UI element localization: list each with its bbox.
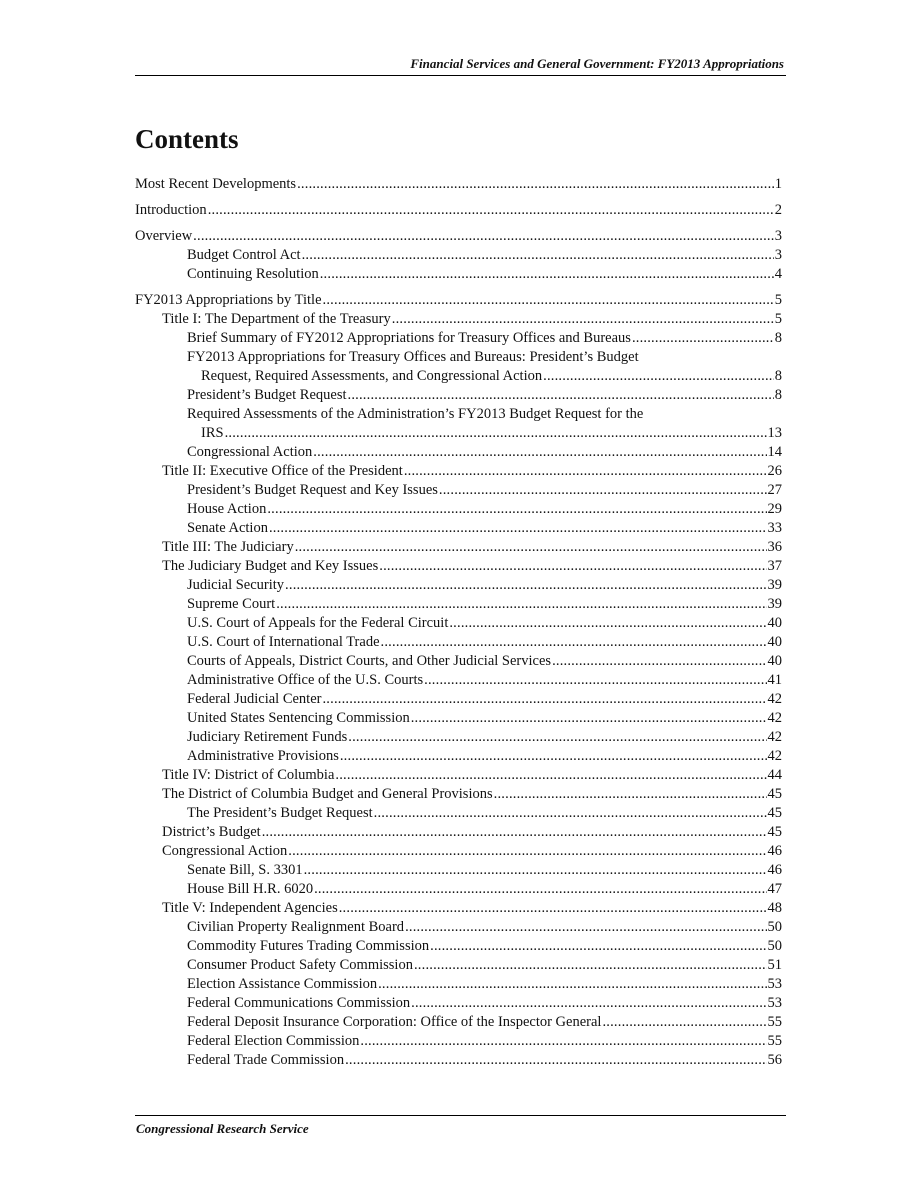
toc-entry-title: Administrative Office of the U.S. Courts: [187, 672, 424, 688]
toc-page-number: 26: [767, 463, 782, 479]
toc-entry-title: The President’s Budget Request: [187, 805, 373, 821]
toc-dot-leader: [193, 227, 774, 246]
toc-dot-leader: [430, 937, 766, 956]
toc-page-number: 42: [767, 710, 782, 726]
toc-page-number: 8: [774, 368, 782, 384]
toc-dot-leader: [339, 899, 767, 918]
toc-dot-leader: [345, 1051, 766, 1070]
toc-page-number: 39: [767, 596, 782, 612]
toc-entry-title: District’s Budget: [162, 824, 261, 840]
toc-entry-title: Title I: The Department of the Treasury: [162, 311, 391, 327]
toc-page-number: 56: [767, 1052, 782, 1068]
toc-entry[interactable]: [135, 975, 782, 994]
toc-entry[interactable]: [135, 899, 782, 918]
toc-entry-title: Commodity Futures Trading Commission: [187, 938, 430, 954]
toc-entry-title: Congressional Action: [162, 843, 288, 859]
toc-dot-leader: [267, 500, 766, 519]
toc-page-number: 53: [767, 976, 782, 992]
toc-entry[interactable]: [135, 652, 782, 671]
toc-dot-leader: [313, 443, 766, 462]
toc-page-number: 8: [774, 330, 782, 346]
toc-page-number: 40: [767, 615, 782, 631]
toc-page-number: 55: [767, 1014, 782, 1030]
toc-page-number: 1: [774, 176, 782, 192]
page-header: [135, 55, 786, 76]
toc-page-number: 46: [767, 843, 782, 859]
toc-entry-title: FY2013 Appropriations by Title: [135, 292, 322, 308]
toc-page-number: 36: [767, 539, 782, 555]
toc-entry[interactable]: [135, 709, 782, 728]
toc-entry-title: The Judiciary Budget and Key Issues: [162, 558, 379, 574]
toc-page-number: 29: [767, 501, 782, 517]
toc-entry[interactable]: [135, 500, 782, 519]
toc-dot-leader: [335, 766, 766, 785]
toc-entry-title: Title IV: District of Columbia: [162, 767, 335, 783]
toc-entry[interactable]: [135, 519, 782, 538]
toc-entry[interactable]: [135, 405, 782, 424]
toc-dot-leader: [632, 329, 774, 348]
toc-entry-title: U.S. Court of International Trade: [187, 634, 380, 650]
toc-dot-leader: [348, 386, 774, 405]
toc-page-number: 41: [767, 672, 782, 688]
toc-dot-leader: [322, 690, 766, 709]
toc-entry[interactable]: [135, 576, 782, 595]
toc-page-number: 8: [774, 387, 782, 403]
toc-entry-title: Introduction: [135, 202, 207, 218]
toc-page-number: 4: [774, 266, 782, 282]
toc-entry-title: United States Sentencing Commission: [187, 710, 410, 726]
toc-entry[interactable]: [135, 201, 782, 220]
toc-entry-title: Federal Trade Commission: [187, 1052, 345, 1068]
toc-page-number: 47: [767, 881, 782, 897]
toc-entry[interactable]: [135, 424, 782, 443]
toc-entry[interactable]: [135, 310, 782, 329]
toc-entry-title: Overview: [135, 228, 193, 244]
toc-dot-leader: [297, 175, 774, 194]
toc-entry[interactable]: [135, 329, 782, 348]
toc-page-number: 42: [767, 691, 782, 707]
toc-entry-title: House Bill H.R. 6020: [187, 881, 314, 897]
toc-page-number: 13: [767, 425, 782, 441]
toc-page-number: 5: [774, 292, 782, 308]
toc-entry[interactable]: [135, 671, 782, 690]
toc-page-number: 42: [767, 729, 782, 745]
toc-entry-title: Brief Summary of FY2012 Appropriations for Treasury Offices and Bureaus: [187, 330, 631, 346]
toc-entry[interactable]: [135, 880, 782, 899]
toc-page-number: 5: [774, 311, 782, 327]
toc-entry[interactable]: [135, 937, 782, 956]
toc-entry[interactable]: [135, 861, 782, 880]
toc-entry[interactable]: [135, 747, 782, 766]
toc-dot-leader: [374, 804, 767, 823]
toc-entry[interactable]: [135, 728, 782, 747]
table-of-contents: [135, 175, 782, 1070]
toc-dot-leader: [276, 595, 766, 614]
toc-entry-title: Request, Required Assessments, and Congressional Action: [201, 368, 543, 384]
toc-dot-leader: [314, 880, 766, 899]
toc-dot-leader: [262, 823, 767, 842]
toc-dot-leader: [348, 728, 766, 747]
toc-dot-leader: [378, 975, 766, 994]
toc-entry-title: President’s Budget Request: [187, 387, 347, 403]
toc-page-number: 48: [767, 900, 782, 916]
toc-dot-leader: [411, 994, 766, 1013]
toc-page-number: 40: [767, 653, 782, 669]
toc-entry[interactable]: [135, 690, 782, 709]
toc-entry[interactable]: [135, 633, 782, 652]
toc-page-number: 45: [767, 805, 782, 821]
toc-dot-leader: [295, 538, 767, 557]
toc-entry[interactable]: [135, 823, 782, 842]
toc-entry-title: Senate Bill, S. 3301: [187, 862, 303, 878]
toc-entry[interactable]: [135, 227, 782, 246]
toc-page-number: 27: [767, 482, 782, 498]
toc-entry[interactable]: [135, 1032, 782, 1051]
toc-dot-leader: [304, 861, 767, 880]
toc-entry[interactable]: [135, 175, 782, 194]
toc-entry-title: House Action: [187, 501, 267, 517]
toc-dot-leader: [379, 557, 766, 576]
toc-entry-title: Congressional Action: [187, 444, 313, 460]
toc-page-number: 42: [767, 748, 782, 764]
toc-dot-leader: [414, 956, 767, 975]
toc-dot-leader: [404, 462, 767, 481]
toc-page-number: 51: [767, 957, 782, 973]
toc-entry-title: Federal Judicial Center: [187, 691, 322, 707]
toc-entry-title: Federal Communications Commission: [187, 995, 411, 1011]
toc-dot-leader: [360, 1032, 766, 1051]
toc-page-number: 45: [767, 786, 782, 802]
toc-entry[interactable]: [135, 1013, 782, 1032]
toc-page-number: 50: [767, 938, 782, 954]
toc-entry-title: Judicial Security: [187, 577, 285, 593]
toc-entry-title: Senate Action: [187, 520, 268, 536]
toc-dot-leader: [439, 481, 767, 500]
toc-entry-title: FY2013 Appropriations for Treasury Offices and Bureaus: President’s Budget: [187, 349, 639, 365]
toc-entry[interactable]: [135, 785, 782, 804]
toc-dot-leader: [288, 842, 766, 861]
toc-page-number: 3: [774, 228, 782, 244]
toc-entry-title: Federal Election Commission: [187, 1033, 360, 1049]
toc-entry-title: Courts of Appeals, District Courts, and Other Judicial Services: [187, 653, 552, 669]
toc-entry-title: Budget Control Act: [187, 247, 301, 263]
toc-entry[interactable]: [135, 804, 782, 823]
toc-entry-title: Federal Deposit Insurance Corporation: Office of the Inspector General: [187, 1014, 602, 1030]
toc-dot-leader: [323, 291, 774, 310]
toc-dot-leader: [285, 576, 766, 595]
toc-entry-title: Administrative Provisions: [187, 748, 339, 764]
toc-entry[interactable]: [135, 918, 782, 937]
toc-entry[interactable]: [135, 1051, 782, 1070]
toc-dot-leader: [381, 633, 767, 652]
toc-page-number: 33: [767, 520, 782, 536]
toc-page-number: 53: [767, 995, 782, 1011]
toc-entry[interactable]: [135, 462, 782, 481]
toc-page-number: 3: [774, 247, 782, 263]
toc-page-number: 14: [767, 444, 782, 460]
toc-entry[interactable]: [135, 348, 782, 367]
toc-page-number: 45: [767, 824, 782, 840]
toc-dot-leader: [208, 201, 774, 220]
toc-entry-title: Title II: Executive Office of the President: [162, 463, 403, 479]
toc-page-number: 46: [767, 862, 782, 878]
toc-page-number: 2: [774, 202, 782, 218]
contents-heading: Contents: [135, 124, 239, 154]
toc-entry[interactable]: [135, 265, 782, 284]
toc-dot-leader: [411, 709, 767, 728]
toc-dot-leader: [340, 747, 767, 766]
toc-entry[interactable]: [135, 766, 782, 785]
toc-dot-leader: [602, 1013, 766, 1032]
toc-page-number: 39: [767, 577, 782, 593]
toc-dot-leader: [543, 367, 774, 386]
toc-entry[interactable]: [135, 956, 782, 975]
toc-entry[interactable]: [135, 614, 782, 633]
header-title: Financial Services and General Government: FY2013 Appropriations: [410, 56, 784, 71]
toc-entry-title: IRS: [201, 425, 224, 441]
toc-dot-leader: [552, 652, 766, 671]
toc-entry[interactable]: [135, 595, 782, 614]
toc-page-number: 37: [767, 558, 782, 574]
toc-entry-title: Title III: The Judiciary: [162, 539, 294, 555]
toc-entry-title: Civilian Property Realignment Board: [187, 919, 405, 935]
toc-entry[interactable]: [135, 246, 782, 265]
toc-entry[interactable]: [135, 557, 782, 576]
toc-dot-leader: [494, 785, 767, 804]
toc-dot-leader: [449, 614, 766, 633]
toc-dot-leader: [225, 424, 767, 443]
toc-dot-leader: [392, 310, 774, 329]
page-footer: [135, 1115, 786, 1136]
footer-text: Congressional Research Service: [136, 1121, 309, 1136]
toc-entry-title: Consumer Product Safety Commission: [187, 957, 413, 973]
toc-entry-title: Continuing Resolution: [187, 266, 319, 282]
toc-entry-title: Most Recent Developments: [135, 176, 297, 192]
toc-entry-title: Title V: Independent Agencies: [162, 900, 338, 916]
toc-dot-leader: [302, 246, 774, 265]
toc-entry[interactable]: [135, 994, 782, 1013]
toc-entry-title: U.S. Court of Appeals for the Federal Circuit: [187, 615, 449, 631]
toc-entry[interactable]: [135, 538, 782, 557]
toc-entry-title: Supreme Court: [187, 596, 276, 612]
toc-page-number: 55: [767, 1033, 782, 1049]
toc-dot-leader: [405, 918, 766, 937]
toc-dot-leader: [424, 671, 766, 690]
toc-entry[interactable]: [135, 386, 782, 405]
toc-entry[interactable]: [135, 842, 782, 861]
toc-page-number: 50: [767, 919, 782, 935]
toc-entry[interactable]: [135, 367, 782, 386]
toc-entry-title: Judiciary Retirement Funds: [187, 729, 348, 745]
toc-page-number: 44: [767, 767, 782, 783]
toc-entry-title: The District of Columbia Budget and General Provisions: [162, 786, 493, 802]
toc-entry-title: Election Assistance Commission: [187, 976, 378, 992]
toc-entry-title: Required Assessments of the Administration’s FY2013 Budget Request for the: [187, 406, 644, 422]
toc-entry[interactable]: [135, 443, 782, 462]
toc-page-number: 40: [767, 634, 782, 650]
toc-dot-leader: [320, 265, 774, 284]
toc-entry[interactable]: [135, 291, 782, 310]
toc-entry-title: President’s Budget Request and Key Issues: [187, 482, 438, 498]
toc-dot-leader: [269, 519, 767, 538]
toc-entry[interactable]: [135, 481, 782, 500]
